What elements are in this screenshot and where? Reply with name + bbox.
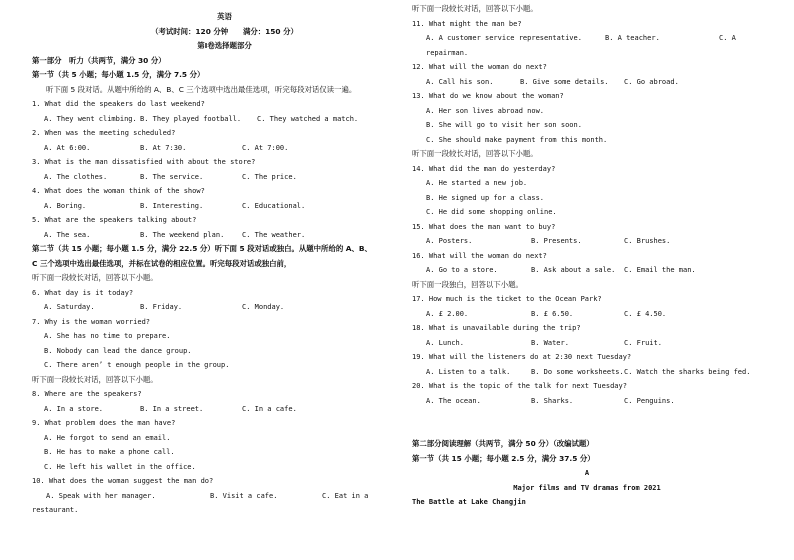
question-12-stem: 12. What will the woman do next? bbox=[412, 63, 547, 71]
q5-option-b[interactable]: B. The weekend plan. bbox=[140, 230, 225, 239]
q7-option-c[interactable]: C. There aren’ t enough people in the group. bbox=[44, 361, 230, 369]
q6-option-b[interactable]: B. Friday. bbox=[140, 303, 183, 311]
q20-option-c[interactable]: C. Penguins. bbox=[624, 396, 675, 405]
section1-instructions: 听下面 5 段对话。从题中所给的 A、B、C 三个选项中选出最佳选项，听完每段对话仅读一遍。 bbox=[46, 84, 357, 94]
q18-option-a[interactable]: A. Lunch. bbox=[426, 338, 464, 347]
q12-option-b[interactable]: B. Give some details. bbox=[520, 77, 609, 86]
question-10-stem: 10. What does the woman suggest the man do? bbox=[32, 477, 214, 485]
question-18-stem: 18. What is unavailable during the trip? bbox=[412, 324, 581, 332]
q1-option-a[interactable]: A. They went climbing. bbox=[44, 114, 137, 123]
q5-option-c[interactable]: C. The weather. bbox=[242, 230, 306, 239]
q4-option-c[interactable]: C. Educational. bbox=[242, 201, 306, 210]
left-column bbox=[32, 0, 377, 518]
q20-option-a[interactable]: A. The ocean. bbox=[426, 396, 481, 405]
right-column bbox=[412, 0, 762, 510]
passage-first-item: The Battle at Lake Changjin bbox=[412, 498, 526, 506]
question-20-stem: 20. What is the topic of the talk for next Tuesday? bbox=[412, 382, 627, 390]
monologue-intro: 听下面一段独白，回答以下小题。 bbox=[412, 279, 523, 289]
q3-option-a[interactable]: A. The clothes. bbox=[44, 172, 108, 181]
question-6-stem: 6. What day is it today? bbox=[32, 288, 134, 297]
question-19-stem: 19. What will the listeners do at 2:30 next Tuesday? bbox=[412, 353, 632, 361]
q9-option-b[interactable]: B. He has to make a phone call. bbox=[44, 448, 175, 456]
q2-option-a[interactable]: A. At 6:00. bbox=[44, 143, 91, 152]
q10-option-c-continued: restaurant. bbox=[32, 506, 79, 514]
section-intro: 听下面一段较长对话，回答以下小题。 bbox=[412, 149, 538, 158]
question-7-stem: 7. Why is the woman worried? bbox=[32, 317, 151, 326]
question-15-stem: 15. What does the man want to buy? bbox=[412, 222, 556, 231]
q1-option-c[interactable]: C. They watched a match. bbox=[257, 114, 359, 123]
q11-option-b[interactable]: B. A teacher. bbox=[605, 34, 660, 42]
section2-title-line2: C 三个选项中选出最佳选项，并标在试卷的相应位置。听完每段对话或独白前， bbox=[32, 258, 292, 268]
q18-option-b[interactable]: B. Water. bbox=[531, 338, 569, 347]
q8-option-a[interactable]: A. In a store. bbox=[44, 404, 104, 413]
exam-info: （考试时间：120 分钟 满分：150 分） bbox=[151, 26, 298, 36]
q17-option-b[interactable]: B. £ 6.50. bbox=[531, 309, 574, 318]
q6-option-a[interactable]: A. Saturday. bbox=[44, 303, 95, 311]
q11-option-a[interactable]: A. A customer service representative. bbox=[426, 34, 582, 42]
question-4-stem: 4. What does the woman think of the show? bbox=[32, 187, 205, 195]
part1-title: 第一部分 听力（共两节，满分 30 分） bbox=[32, 55, 166, 65]
q9-option-a[interactable]: A. He forgot to send an email. bbox=[44, 433, 171, 442]
section-intro: 听下面一段较长对话，回答以下小题。 bbox=[412, 4, 538, 13]
question-9-stem: 9. What problem does the man have? bbox=[32, 419, 176, 427]
q11-option-c[interactable]: C. A bbox=[719, 34, 736, 42]
question-14-stem: 14. What did the man do yesterday? bbox=[412, 164, 556, 173]
q2-option-b[interactable]: B. At 7:30. bbox=[140, 143, 187, 152]
q4-option-b[interactable]: B. Interesting. bbox=[140, 201, 204, 210]
q12-option-c[interactable]: C. Go abroad. bbox=[624, 77, 679, 86]
q14-option-a[interactable]: A. He started a new job. bbox=[426, 179, 528, 187]
q8-option-b[interactable]: B. In a street. bbox=[140, 404, 204, 413]
volume-title: 第Ⅰ卷选择题部分 bbox=[197, 41, 252, 50]
section1-title: 第一节（共 5 小题；每小题 1.5 分，满分 7.5 分） bbox=[32, 70, 205, 79]
q14-option-b[interactable]: B. He signed up for a class. bbox=[426, 193, 545, 202]
q16-option-b[interactable]: B. Ask about a sale. bbox=[531, 266, 616, 274]
q20-option-b[interactable]: B. Sharks. bbox=[531, 396, 574, 405]
q5-option-a[interactable]: A. The sea. bbox=[44, 230, 91, 239]
q19-option-b[interactable]: B. Do some worksheets. bbox=[531, 367, 624, 376]
q1-option-b[interactable]: B. They played football. bbox=[140, 114, 242, 123]
part2-section1-title: 第一节（共 15 小题；每小题 2.5 分，满分 37.5 分） bbox=[412, 453, 595, 463]
q19-option-a[interactable]: A. Listen to a talk. bbox=[426, 367, 511, 376]
q12-option-a[interactable]: A. Call his son. bbox=[426, 77, 494, 86]
q16-option-c[interactable]: C. Email the man. bbox=[624, 266, 696, 274]
question-11-stem: 11. What might the man be? bbox=[412, 19, 522, 28]
q18-option-c[interactable]: C. Fruit. bbox=[624, 338, 662, 347]
question-8-stem: 8. Where are the speakers? bbox=[32, 390, 142, 398]
q13-option-b[interactable]: B. She will go to visit her son soon. bbox=[426, 121, 582, 129]
q10-option-b[interactable]: B. Visit a cafe. bbox=[210, 491, 278, 500]
q3-option-c[interactable]: C. The price. bbox=[242, 172, 297, 181]
q11-option-c-continued: repairman. bbox=[426, 48, 469, 57]
q15-option-c[interactable]: C. Brushes. bbox=[624, 237, 671, 245]
q13-option-a[interactable]: A. Her son lives abroad now. bbox=[426, 106, 545, 115]
section-intro: 听下面一段较长对话，回答以下小题。 bbox=[32, 374, 158, 384]
part2-title: 第二部分阅读理解（共两节，满分 50 分）（改编试题） bbox=[412, 439, 594, 448]
q14-option-c[interactable]: C. He did some shopping online. bbox=[426, 208, 557, 216]
passage-title: Major films and TV dramas from 2021 bbox=[513, 483, 661, 492]
q4-option-a[interactable]: A. Boring. bbox=[44, 201, 87, 210]
section-intro: 听下面一段较长对话，回答以下小题。 bbox=[32, 273, 158, 282]
question-13-stem: 13. What do we know about the woman? bbox=[412, 92, 564, 100]
q17-option-a[interactable]: A. £ 2.00. bbox=[426, 309, 469, 318]
q19-option-c[interactable]: C. Watch the sharks being fed. bbox=[624, 367, 751, 376]
q15-option-a[interactable]: A. Posters. bbox=[426, 237, 473, 245]
question-5-stem: 5. What are the speakers talking about? bbox=[32, 216, 197, 224]
q9-option-c[interactable]: C. He left his wallet in the office. bbox=[44, 462, 196, 471]
q13-option-c[interactable]: C. She should make payment from this month. bbox=[426, 135, 608, 144]
q6-option-c[interactable]: C. Monday. bbox=[242, 303, 285, 311]
q10-option-c[interactable]: C. Eat in a bbox=[322, 491, 369, 500]
q15-option-b[interactable]: B. Presents. bbox=[531, 237, 582, 245]
q7-option-a[interactable]: A. She has no time to prepare. bbox=[44, 332, 171, 340]
q2-option-c[interactable]: C. At 7:00. bbox=[242, 143, 289, 152]
q17-option-c[interactable]: C. £ 4.50. bbox=[624, 309, 667, 318]
passage-label: A bbox=[584, 469, 590, 477]
question-17-stem: 17. How much is the ticket to the Ocean Park? bbox=[412, 295, 602, 303]
section2-title-line1: 第二节（共 15 小题；每小题 1.5 分，满分 22.5 分）听下面 5 段对话或独白。从题中所给的 A、B、 bbox=[32, 244, 372, 253]
exam-title: 英语 bbox=[217, 12, 232, 21]
question-1-stem: 1. What did the speakers do last weekend? bbox=[32, 100, 205, 108]
q16-option-a[interactable]: A. Go to a store. bbox=[426, 266, 498, 274]
question-2-stem: 2. When was the meeting scheduled? bbox=[32, 129, 176, 137]
question-16-stem: 16. What will the woman do next? bbox=[412, 251, 547, 260]
question-3-stem: 3. What is the man dissatisfied with about the store? bbox=[32, 158, 256, 166]
q10-option-a[interactable]: A. Speak with her manager. bbox=[46, 491, 156, 500]
q8-option-c[interactable]: C. In a cafe. bbox=[242, 404, 297, 413]
q7-option-b[interactable]: B. Nobody can lead the dance group. bbox=[44, 346, 192, 355]
q3-option-b[interactable]: B. The service. bbox=[140, 172, 204, 181]
